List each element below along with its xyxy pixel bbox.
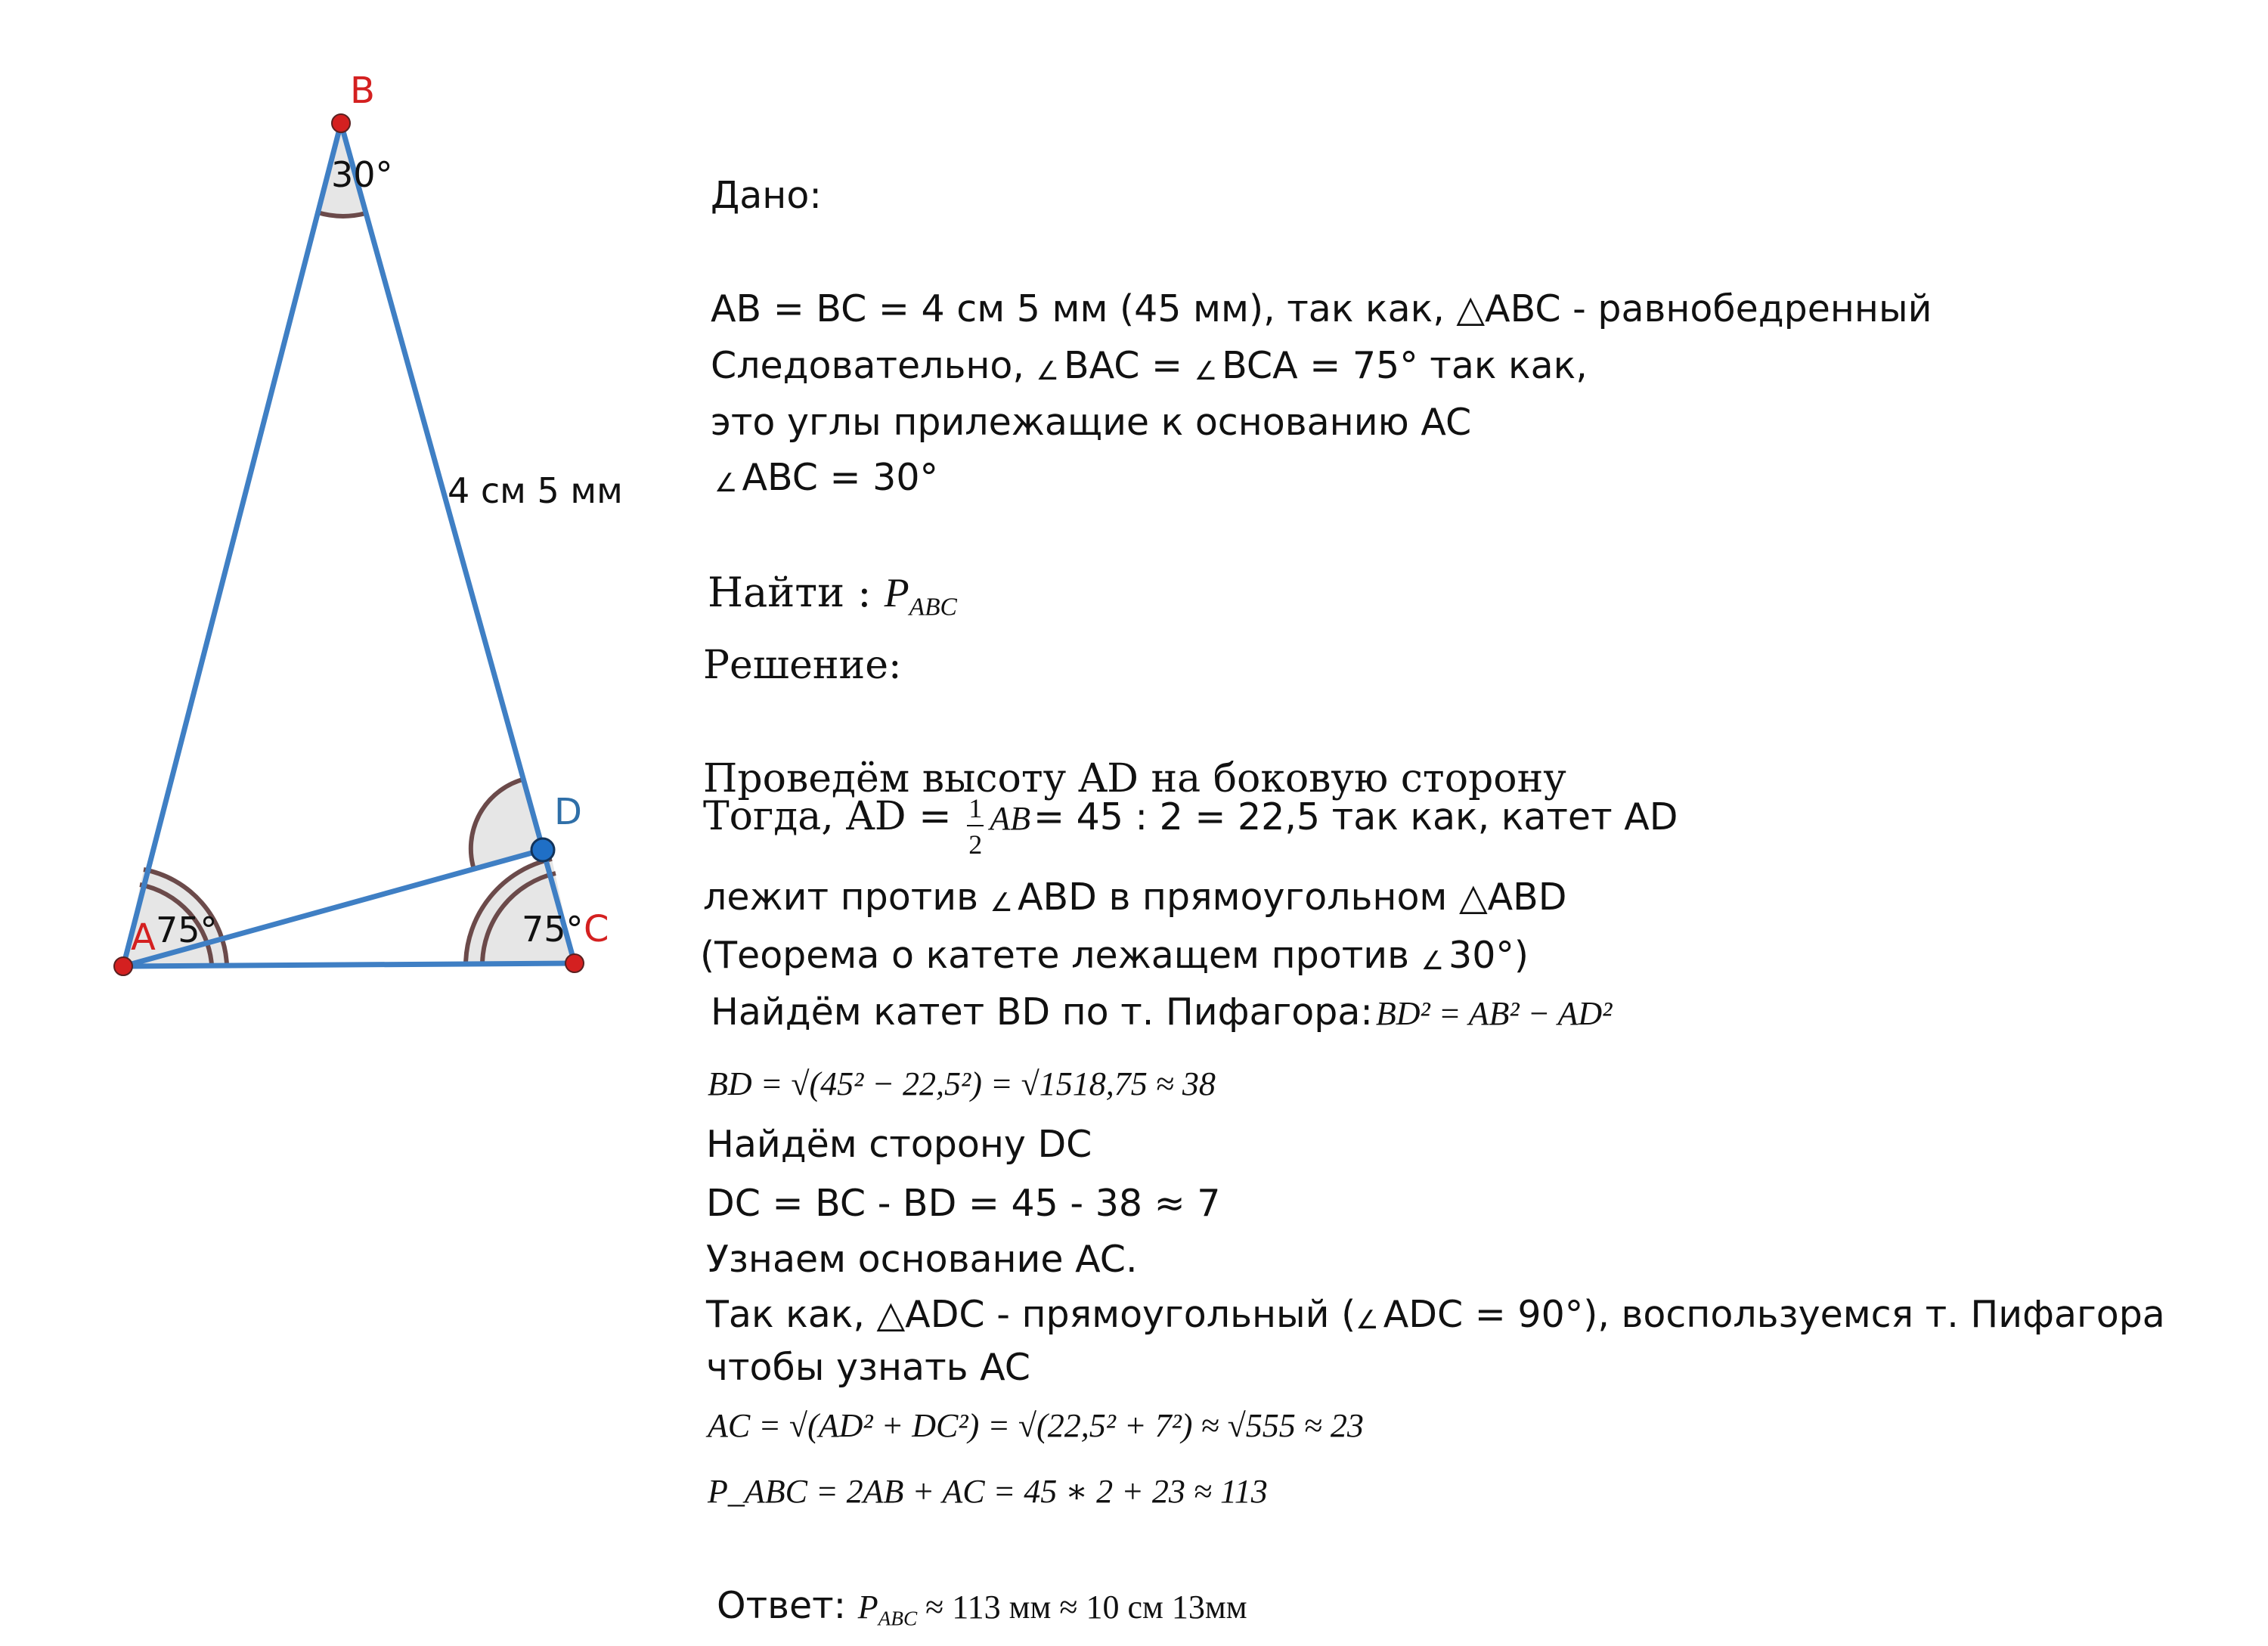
find-symbol: $P_{ABC}$ (884, 570, 957, 622)
solution-heading: Решение: (703, 643, 902, 688)
solution-line-3-b: ABD в прямоугольном △ABD (1018, 876, 1567, 919)
given-line-2 (711, 344, 1588, 387)
solution-line-2-a: Тогда, AD = (703, 794, 965, 839)
angle-b-label: 30° (331, 154, 393, 195)
solution-line-11: чтобы узнать AC (706, 1346, 1030, 1389)
answer-line (717, 1584, 1247, 1631)
point-d (531, 838, 554, 861)
angle-icon: ∠ (1421, 946, 1445, 976)
given-heading: Дано: (711, 174, 822, 217)
solution-line-2-b: = 45 : 2 = 22,5 так как, катет AD (1033, 795, 1678, 838)
angle-c-label: 75° (522, 909, 584, 950)
point-b (332, 114, 350, 132)
triangle-diagram (0, 0, 680, 1059)
label-b: B (350, 70, 375, 112)
angle-icon: ∠ (714, 468, 738, 498)
formula-ac: AC = √(AD² + DC²) = √(22,5² + 7²) ≈ √555 ≈ 23 (708, 1407, 1364, 1444)
answer-label: Ответ: (717, 1584, 858, 1627)
solution-line-4 (700, 934, 1529, 977)
given-line-1: AB = BC = 4 см 5 мм (45 мм), так как, △ABC - равнобедренный (711, 287, 1932, 330)
given-line-4 (714, 456, 938, 499)
solution-line-5 (711, 990, 1612, 1034)
side-bc-label: 4 см 5 мм (448, 470, 623, 511)
angle-icon: ∠ (1356, 1305, 1379, 1335)
label-d: D (554, 791, 582, 833)
label-a: A (131, 916, 156, 959)
angle-a-label: 75° (156, 910, 218, 950)
answer-value: ≈ 113 мм ≈ 10 см 13мм (917, 1589, 1247, 1626)
find-line (708, 569, 957, 622)
solution-line-3 (703, 876, 1567, 919)
solution-line-1: Проведём высоту AD на боковую сторону (703, 756, 1566, 801)
solution-line-7: Найдём сторону DC (706, 1123, 1092, 1166)
solution-line-3-a: лежит против (703, 876, 990, 919)
solution-line-10-b: ADC = 90°), воспользуемся т. Пифагора (1383, 1293, 2165, 1336)
formula-perimeter: P_ABC = 2AB + AC = 45 ∗ 2 + 23 ≈ 113 (708, 1473, 1268, 1510)
solution-line-10-a: Так как, △ADC - прямоугольный ( (706, 1293, 1356, 1336)
solution-line-4-b: 30°) (1448, 934, 1529, 977)
given-line-4-text: ABC = 30° (742, 456, 939, 499)
find-label: Найти : (708, 569, 885, 616)
angle-icon: ∠ (990, 888, 1014, 918)
solution-line-4-a: (Теорема о катете лежащем против (700, 934, 1421, 977)
formula-bd-squared: BD² = AB² − AD² (1375, 995, 1613, 1032)
solution-line-9: Узнаем основание AC. (706, 1238, 1138, 1281)
solution-line-10 (706, 1293, 2165, 1336)
solution-line-2-ab: AB (990, 800, 1030, 837)
formula-bd: BD = √(45² − 22,5²) = √1518,75 ≈ 38 (708, 1065, 1216, 1102)
side-ab (123, 123, 341, 966)
solution-line-8: DC = BC - BD = 45 - 38 ≈ 7 (706, 1182, 1221, 1225)
side-bc (341, 123, 575, 963)
given-line-2-b: BAC = (1063, 344, 1194, 387)
answer-symbol: $P_{ABC}$ (857, 1589, 918, 1630)
given-line-2-c: BCA = 75° так как, (1222, 344, 1588, 387)
angle-icon: ∠ (1036, 356, 1059, 386)
fraction-one-half: $\frac{1}{2}$ (968, 793, 983, 860)
side-ac (123, 963, 575, 966)
given-line-2-a: Следовательно, (711, 344, 1036, 387)
label-c: C (584, 908, 609, 950)
given-line-3: это углы прилежащие к основанию AC (711, 401, 1472, 444)
point-c (565, 954, 584, 972)
point-a (114, 957, 132, 975)
solution-line-2 (703, 794, 1678, 858)
angle-icon: ∠ (1194, 356, 1218, 386)
solution-line-5-text: Найдём катет BD по т. Пифагора: (711, 990, 1373, 1034)
